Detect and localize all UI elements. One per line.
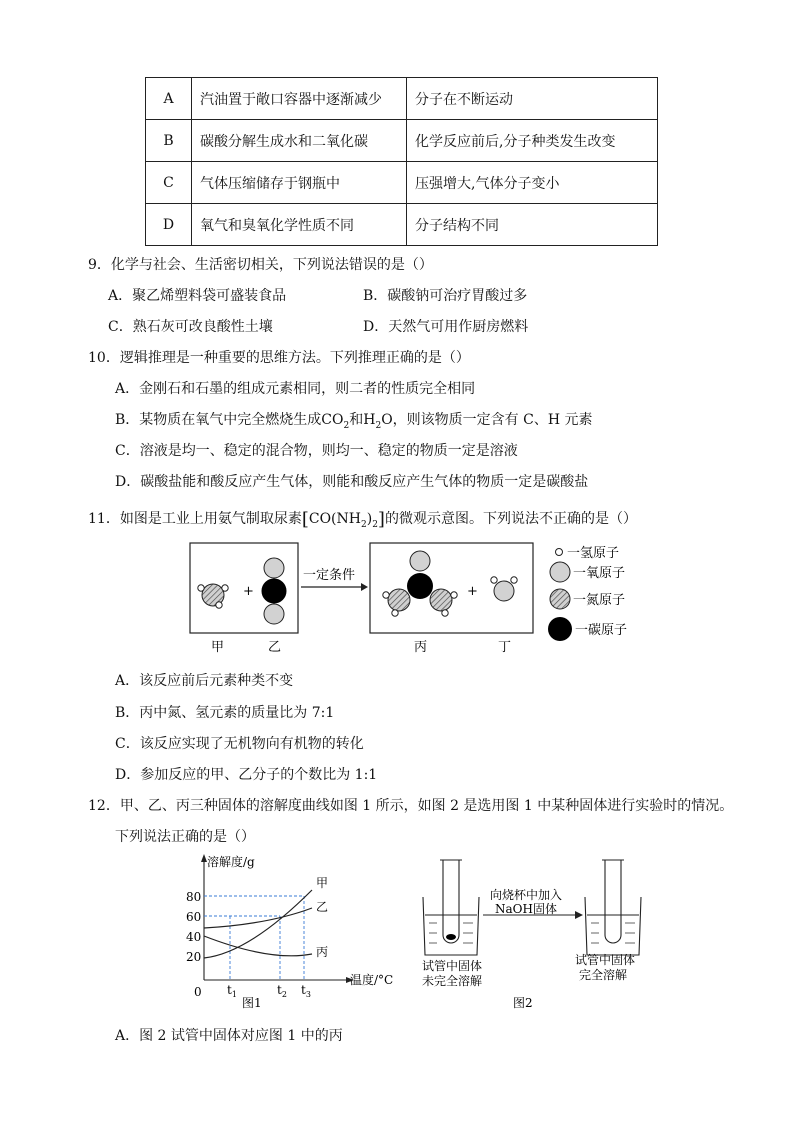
- q9-option-d: D．天然气可用作厨房燃料: [363, 319, 529, 335]
- svg-text:+: +: [243, 584, 254, 599]
- ytick-60: 60: [186, 910, 202, 924]
- label-bing: 丙: [414, 640, 428, 655]
- q8-table-row: [146, 78, 658, 120]
- legend-carbon: 一碳原子: [575, 623, 628, 638]
- curve-bing: [204, 936, 312, 956]
- water-molecule: [491, 577, 517, 601]
- legend-hydrogen: 一氢原子: [567, 546, 620, 561]
- q12-option-a: A．图 2 试管中固体对应图 1 中的丙: [115, 1028, 343, 1044]
- right-caption-line2: 完全溶解: [579, 968, 628, 982]
- q9-option-b: B．碳酸钠可治疗胃酸过多: [363, 288, 528, 304]
- carbon-dioxide-molecule: [262, 558, 286, 624]
- option-letter: A: [146, 78, 192, 120]
- label-ding: 丁: [498, 640, 512, 655]
- q8-table-row: [146, 204, 658, 246]
- origin-label: 0: [194, 985, 202, 999]
- x-axis-label: 温度/°C: [350, 973, 394, 987]
- urea-molecule: [383, 551, 457, 616]
- explanation-cell: 压强增大,气体分子变小: [407, 162, 658, 204]
- fig1-caption: 图1: [242, 996, 262, 1010]
- phenomenon-cell: 碳酸分解生成水和二氧化碳: [192, 120, 407, 162]
- phenomenon-cell: 气体压缩储存于钢瓶中: [192, 162, 407, 204]
- svg-text:+: +: [467, 584, 478, 599]
- explanation-cell: 化学反应前后,分子种类发生改变: [407, 120, 658, 162]
- ytick-40: 40: [186, 930, 202, 944]
- phenomenon-cell: 汽油置于敞口容器中逐渐减少: [192, 78, 407, 120]
- q11-stem: 11．如图是工业上用氨气制取尿素$[CO(NH_2)_2]$的微观示意图。下列说法不正确的是（）: [88, 509, 637, 530]
- option-letter: B: [146, 120, 192, 162]
- option-letter: D: [146, 204, 192, 246]
- q9-option-c: C．熟石灰可改良酸性土壤: [108, 319, 273, 335]
- q10-option-b: B．某物质在氧气中完全燃烧生成$CO_2$和$H_2O$，则该物质一定含有 C、H 元素: [115, 412, 593, 431]
- curve-yi: [204, 908, 312, 928]
- fig2-caption: 图2: [513, 996, 533, 1010]
- ytick-80: 80: [186, 890, 202, 904]
- explanation-cell: 分子结构不同: [407, 204, 658, 246]
- ammonia-molecule: [198, 584, 228, 608]
- left-caption-line1: 试管中固体: [422, 959, 483, 973]
- legend-oxygen: 一氧原子: [573, 566, 626, 581]
- q11-option-b: B．丙中氮、氢元素的质量比为 7:1: [115, 705, 335, 721]
- solubility-curve-figure: [180, 850, 405, 1013]
- right-caption-line1: 试管中固体: [575, 953, 636, 967]
- q8-table-row: [146, 120, 658, 162]
- arrow-text-line1: 向烧杯中加入: [490, 888, 563, 902]
- urea-reaction-diagram: [185, 538, 645, 660]
- q10-stem: 10．逻辑推理是一种重要的思维方法。下列推理正确的是（）: [88, 350, 470, 366]
- q9-stem: 9．化学与社会、生活密切相关，下列说法错误的是（）: [88, 257, 433, 273]
- ytick-20: 20: [186, 950, 202, 964]
- curve-label-jia: 甲: [316, 876, 329, 890]
- q10-option-d: D．碳酸盐能和酸反应产生气体，则能和酸反应产生气体的物质一定是碳酸盐: [115, 474, 589, 490]
- left-beaker: [423, 860, 479, 955]
- legend-nitrogen: 一氮原子: [573, 593, 626, 608]
- q8-options-table: [145, 77, 658, 246]
- q11-option-c: C．该反应实现了无机物向有机物的转化: [115, 736, 364, 752]
- xtick-t3: $t_3$: [301, 983, 311, 999]
- option-letter: C: [146, 162, 192, 204]
- phenomenon-cell: 氧气和臭氧化学性质不同: [192, 204, 407, 246]
- q9-option-a: A．聚乙烯塑料袋可盛装食品: [108, 288, 287, 304]
- q12-stem-line1: 12．甲、乙、丙三种固体的溶解度曲线如图 1 所示，如图 2 是选用图 1 中某种固体进行实验时的情况。: [88, 798, 734, 814]
- atom-legend: [548, 546, 627, 641]
- label-jia: 甲: [211, 640, 225, 655]
- curve-label-yi: 乙: [316, 900, 329, 914]
- right-beaker: [585, 860, 641, 955]
- curve-label-bing: 丙: [316, 945, 329, 959]
- left-caption-line2: 未完全溶解: [422, 974, 483, 988]
- q12-stem-line2: 下列说法正确的是（）: [115, 829, 255, 845]
- arrow-text-line2: NaOH固体: [495, 902, 557, 916]
- q11-option-d: D．参加反应的甲、乙分子的个数比为 1:1: [115, 767, 378, 783]
- explanation-cell: 分子在不断运动: [407, 78, 658, 120]
- q11-option-a: A．该反应前后元素种类不变: [115, 673, 294, 689]
- label-yi: 乙: [268, 640, 282, 655]
- xtick-t1: $t_1$: [227, 983, 237, 999]
- q8-table-row: [146, 162, 658, 204]
- curve-jia: [204, 890, 312, 958]
- beaker-experiment-figure: [415, 855, 650, 1015]
- q10-option-c: C．溶液是均一、稳定的混合物，则均一、稳定的物质一定是溶液: [115, 443, 518, 459]
- reaction-condition: 一定条件: [303, 568, 356, 583]
- q10-option-a: A．金刚石和石墨的组成元素相同，则二者的性质完全相同: [115, 381, 476, 397]
- y-axis-label: 溶解度/g: [207, 855, 255, 869]
- xtick-t2: $t_2$: [277, 983, 287, 999]
